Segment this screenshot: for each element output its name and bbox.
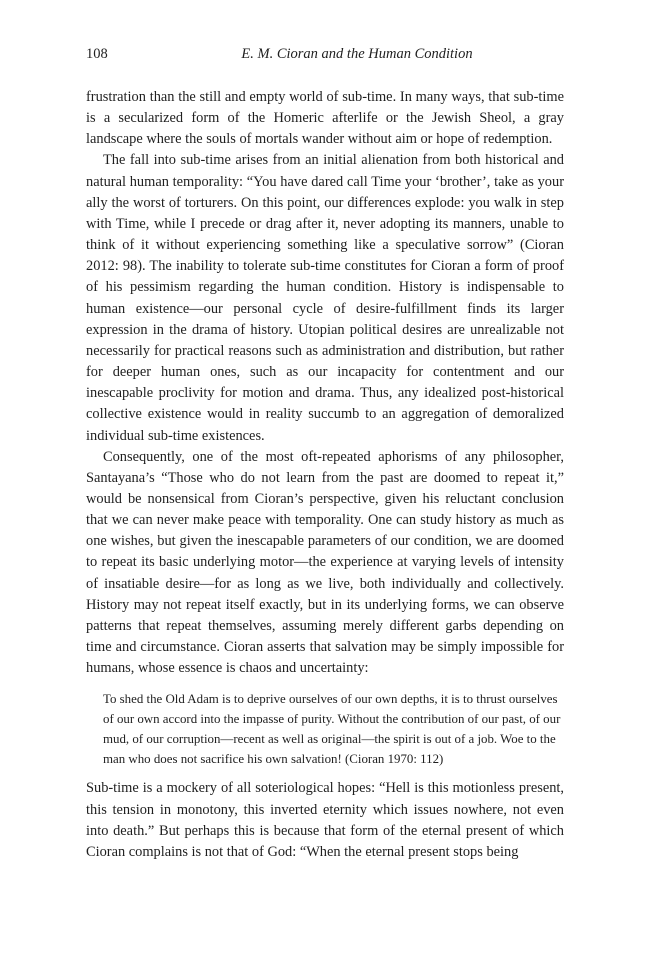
- paragraph-2: The fall into sub-time arises from an initial alienation from both historical and natural human temporality: “You have dared call Time your ‘brother’, take as your ally the worst of torturers. On this point, our differences explode: you walk in step with Time, while I precede or drag after it, never adopting its manners, unable to think of it without experiencing something like a speculative sorrow” (Cioran 2012: 98). The inability to tolerate sub-time constitutes for Cioran a form of proof of his pessimism regarding the human condition. History is indispensable to human existence—our personal cycle of desire-fulfillment finds its larger expression in the drama of history. Utopian political desires are unrealizable not necessarily for practical reasons such as administration and distribution, but rather for deeper human ones, such as our incapacity for contentment and our inescapable proclivity for motion and drama. Thus, any idealized post-historical collective existence would in reality succumb to an aggregation of demoralized individual sub-time existences.: [86, 152, 564, 444]
- running-head: E. M. Cioran and the Human Condition: [241, 46, 473, 62]
- body-text: [86, 87, 564, 863]
- block-quote: To shed the Old Adam is to deprive ourselves of our own depths, it is to thrust ourselves of our own accord into the impasse of purity. Without the contribution of our past, of our mud, of our corruption—recent as well as original—the spirit is out of a job. Woe to the man who does not sacrifice his own salvation! (Cioran 1970: 112): [103, 692, 561, 767]
- paragraph-1: frustration than the still and empty world of sub-time. In many ways, that sub-time is a secularized form of the Homeric afterlife or the Jewish Sheol, a gray landscape where the souls of mortals wander without aim or hope of redemption.: [86, 89, 564, 148]
- page-number: 108: [86, 46, 108, 62]
- paragraph-4: Sub-time is a mockery of all soteriological hopes: “Hell is this motionless present, this tension in monotony, this inverted eternity which issues nowhere, not even into death.” But perhaps this is because that form of the eternal present of which Cioran complains is not that of God: “When the eternal present stops being: [86, 780, 564, 860]
- paragraph-3: Consequently, one of the most oft-repeated aphorisms of any philosopher, Santayana’s “Those who do not learn from the past are doomed to repeat it,” would be nonsensical from Cioran’s perspective, given his reluctant conclusion that we can never make peace with temporality. One can study history as much as one wishes, but given the inescapable parameters of our condition, we are doomed to repeat its basic underlying motor—the experience at varying levels of intensity of insatiable desire—for as long as we live, both individually and collectively. History may not repeat itself exactly, but in its underlying forms, we can observe patterns that repeat themselves, assuming merely different garbs depending on time and circumstance. Cioran asserts that salvation may be simply impossible for humans, whose essence is chaos and uncertainty:: [86, 448, 564, 677]
